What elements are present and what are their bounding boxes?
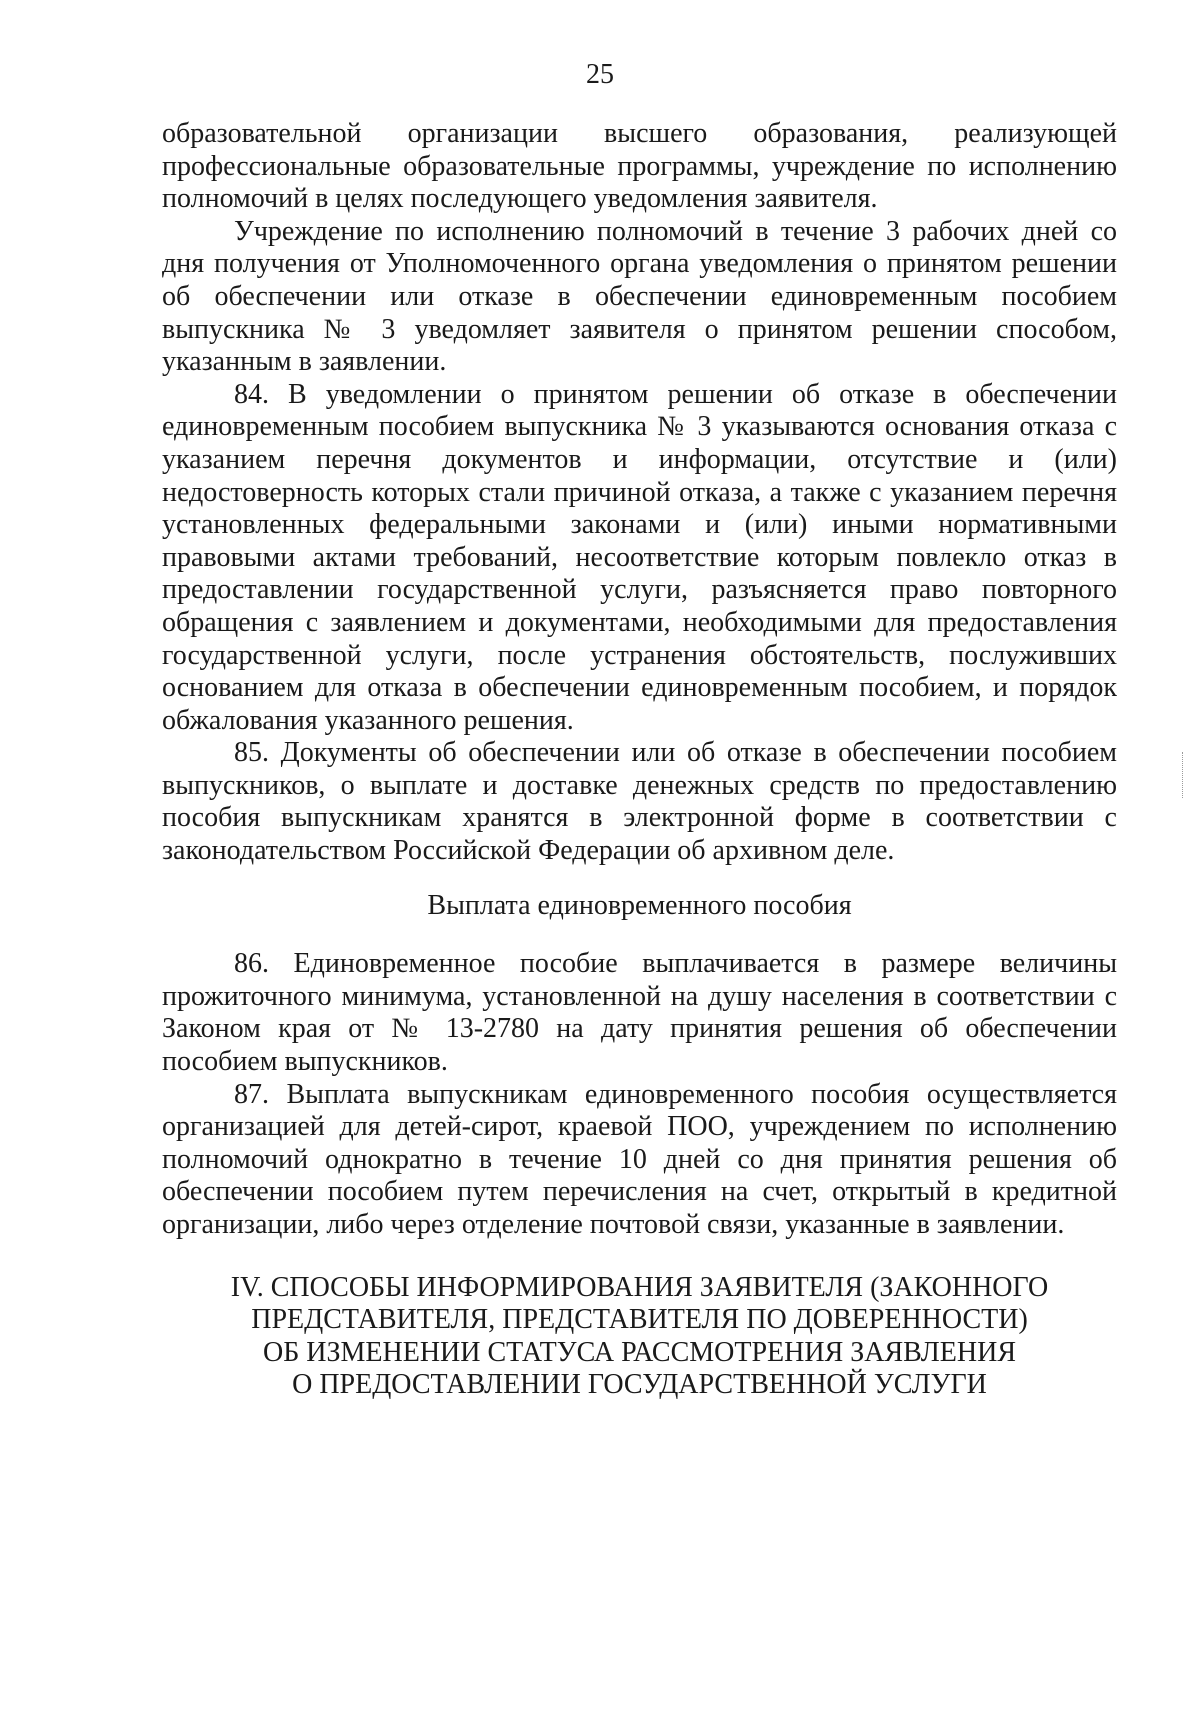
- section-heading-line-2: ПРЕДСТАВИТЕЛЯ, ПРЕДСТАВИТЕЛЯ ПО ДОВЕРЕННОСТИ): [251, 1304, 1028, 1336]
- subheading-payment: Выплата единовременного пособия: [427, 889, 852, 921]
- paragraph-87: 87. Выплата выпускникам единовременного пособия осуществляется организацией для детей-сирот, краевой ПОО, учреждением по исполнению полномочий однократно в течение 10 дней со дня принятия решения об обеспечении пособием путем перечисления на счет, открытый в кредитной организации, либо через отделение почтовой связи, указанные в заявлении.: [162, 1078, 1117, 1240]
- paragraph-86: 86. Единовременное пособие выплачивается в размере величины прожиточного минимума, установленной на душу населения в соответствии с Законом края от № 13-2780 на дату принятия решения об обеспечении пособием выпускников.: [162, 948, 1117, 1078]
- scan-artifact-mark: [1182, 752, 1184, 798]
- paragraph-85: 85. Документы об обеспечении или об отказе в обеспечении пособием выпускников, о выплате и доставке денежных средств по предоставлению пособия выпускникам хранятся в электронной форме в соответствии с законодательством Российской Федерации об архивном деле.: [162, 737, 1117, 867]
- section-heading-line-3: ОБ ИЗМЕНЕНИИ СТАТУСА РАССМОТРЕНИЯ ЗАЯВЛЕНИЯ: [262, 1336, 1017, 1368]
- page-number: 25: [586, 59, 614, 90]
- section-heading-line-4: О ПРЕДОСТАВЛЕНИИ ГОСУДАРСТВЕННОЙ УСЛУГИ: [292, 1369, 987, 1401]
- document-body: [162, 118, 1117, 1402]
- paragraph-notification-term: Учреждение по исполнению полномочий в течение 3 рабочих дней со дня получения от Уполномоченного органа уведомления о принятом решении об обеспечении или отказе в обеспечении единовременным пособием выпускника № 3 уведомляет заявителя о принятом решении способом, указанным в заявлении.: [162, 215, 1117, 378]
- section-heading-line-1: IV. СПОСОБЫ ИНФОРМИРОВАНИЯ ЗАЯВИТЕЛЯ (ЗАКОННОГО: [230, 1271, 1049, 1303]
- paragraph-84: 84. В уведомлении о принятом решении об отказе в обеспечении единовременным пособием выпускника № 3 указываются основания отказа с указанием перечня документов и информации, отсутствие и (или) недостоверность которых стали причиной отказа, а также с указанием перечня установленных федеральными законами и (или) иными нормативными правовыми актами требований, несоответствие которым повлекло отказ в предоставлении государственной услуги, разъясняется право повторного обращения с заявлением и документами, необходимыми для предоставления государственной услуги, после устранения обстоятельств, послуживших основанием для отказа в обеспечении единовременным пособием, и порядок обжалования указанного решения.: [162, 378, 1117, 736]
- section-heading-iv: [162, 1272, 1117, 1402]
- paragraph-continuation: образовательной организации высшего образования, реализующей профессиональные образовательные программы, учреждение по исполнению полномочий в целях последующего уведомления заявителя.: [162, 118, 1117, 215]
